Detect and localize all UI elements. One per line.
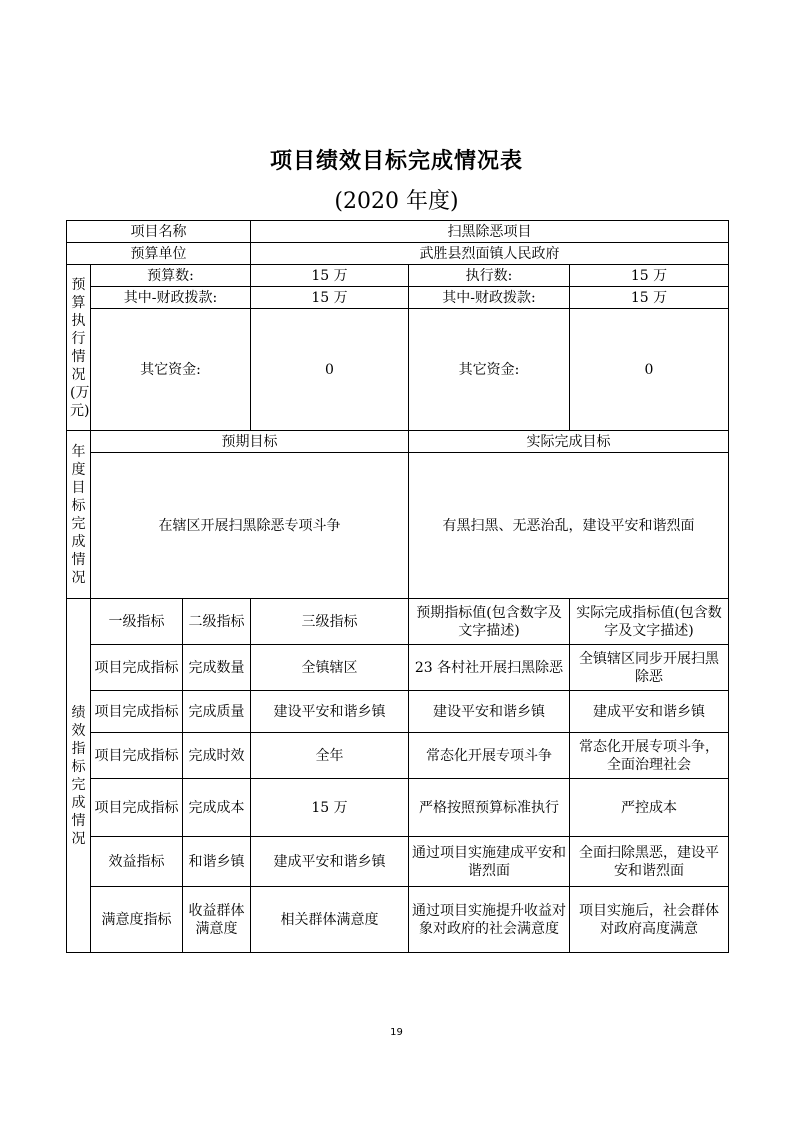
- header-level2: 二级指标: [183, 599, 251, 645]
- indicators-side-label: 绩 效 指 标 完 成 情 况: [67, 599, 91, 953]
- other-funds-row: [67, 309, 729, 431]
- fiscal-exec-value: 15 万: [570, 287, 729, 309]
- expected-value-cell: 常态化开展专项斗争: [409, 733, 570, 779]
- level1-cell: 项目完成指标: [91, 691, 183, 733]
- expected-target-header: 预期目标: [91, 431, 409, 453]
- page-title: 项目绩效目标完成情况表: [269, 148, 523, 174]
- table-row: [67, 691, 729, 733]
- header-expected-value: 预期指标值(包含数字及文字描述): [409, 599, 570, 645]
- project-name-label: 项目名称: [67, 221, 251, 243]
- expected-value-cell: 通过项目实施建成平安和谐烈面: [409, 837, 570, 887]
- project-name-row: [67, 221, 729, 243]
- annual-content-row: [67, 453, 729, 599]
- budget-unit-label: 预算单位: [67, 243, 251, 265]
- level1-cell: 项目完成指标: [91, 645, 183, 691]
- budget-unit-row: [67, 243, 729, 265]
- page-subtitle: (2020 年度): [334, 189, 459, 214]
- table-row: [67, 887, 729, 953]
- level2-cell: 完成数量: [183, 645, 251, 691]
- table-row: [67, 645, 729, 691]
- level3-cell: 全年: [251, 733, 409, 779]
- level2-cell: 完成时效: [183, 733, 251, 779]
- budget-row: [67, 265, 729, 287]
- fiscal-label: 其中-财政拨款:: [91, 287, 251, 309]
- expected-value-cell: 通过项目实施提升收益对象对政府的社会满意度: [409, 887, 570, 953]
- fiscal-exec-label: 其中-财政拨款:: [409, 287, 570, 309]
- level3-cell: 全镇辖区: [251, 645, 409, 691]
- other-exec-value: 0: [570, 309, 729, 431]
- actual-value-cell: 项目实施后，社会群体对政府高度满意: [570, 887, 729, 953]
- expected-value-cell: 23 各村社开展扫黑除恶: [409, 645, 570, 691]
- level1-cell: 项目完成指标: [91, 779, 183, 837]
- level2-cell: 完成成本: [183, 779, 251, 837]
- header-actual-value: 实际完成指标值(包含数字及文字描述): [570, 599, 729, 645]
- fiscal-row: [67, 287, 729, 309]
- level1-cell: 满意度指标: [91, 887, 183, 953]
- header-level1: 一级指标: [91, 599, 183, 645]
- level3-cell: 15 万: [251, 779, 409, 837]
- actual-target-header: 实际完成目标: [409, 431, 729, 453]
- budget-unit-value: 武胜县烈面镇人民政府: [251, 243, 729, 265]
- level1-cell: 效益指标: [91, 837, 183, 887]
- level3-cell: 建成平安和谐乡镇: [251, 837, 409, 887]
- actual-value-cell: 建成平安和谐乡镇: [570, 691, 729, 733]
- budget-value: 15 万: [251, 265, 409, 287]
- exec-label: 执行数:: [409, 265, 570, 287]
- table-row: [67, 733, 729, 779]
- budget-side-label: 预 算 执 行 情 况 (万 元): [67, 265, 91, 431]
- page-number: 19: [390, 1027, 403, 1038]
- actual-target-text: 有黑扫黑、无恶治乱，建设平安和谐烈面: [409, 453, 729, 599]
- fiscal-value: 15 万: [251, 287, 409, 309]
- other-label: 其它资金:: [91, 309, 251, 431]
- annual-header-row: [67, 431, 729, 453]
- header-level3: 三级指标: [251, 599, 409, 645]
- table-row: [67, 837, 729, 887]
- project-name-value: 扫黑除恶项目: [251, 221, 729, 243]
- indicator-header-row: [67, 599, 729, 645]
- expected-target-text: 在辖区开展扫黑除恶专项斗争: [91, 453, 409, 599]
- actual-value-cell: 常态化开展专项斗争，全面治理社会: [570, 733, 729, 779]
- level3-cell: 相关群体满意度: [251, 887, 409, 953]
- annual-side-label: 年 度 目 标 完 成 情 况: [67, 431, 91, 599]
- exec-value: 15 万: [570, 265, 729, 287]
- other-exec-label: 其它资金:: [409, 309, 570, 431]
- level1-cell: 项目完成指标: [91, 733, 183, 779]
- budget-label: 预算数:: [91, 265, 251, 287]
- table-row: [67, 779, 729, 837]
- expected-value-cell: 严格按照预算标准执行: [409, 779, 570, 837]
- other-value: 0: [251, 309, 409, 431]
- level2-cell: 和谐乡镇: [183, 837, 251, 887]
- level3-cell: 建设平安和谐乡镇: [251, 691, 409, 733]
- level2-cell: 收益群体满意度: [183, 887, 251, 953]
- actual-value-cell: 严控成本: [570, 779, 729, 837]
- actual-value-cell: 全镇辖区同步开展扫黑除恶: [570, 645, 729, 691]
- expected-value-cell: 建设平安和谐乡镇: [409, 691, 570, 733]
- level2-cell: 完成质量: [183, 691, 251, 733]
- performance-table: [66, 220, 729, 953]
- actual-value-cell: 全面扫除黑恶，建设平安和谐烈面: [570, 837, 729, 887]
